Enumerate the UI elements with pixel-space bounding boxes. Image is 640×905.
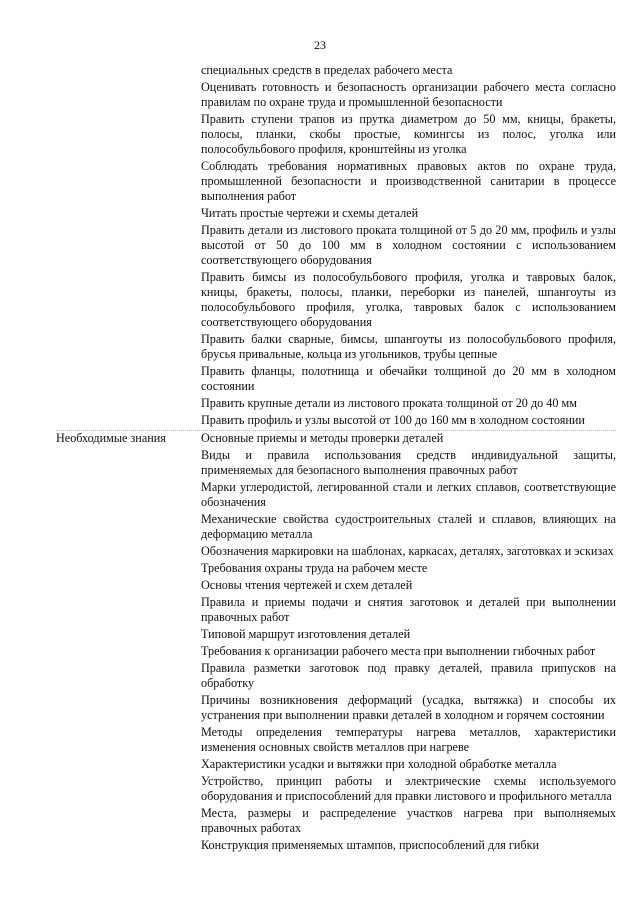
list-item: Правила и приемы подачи и снятия заготовок и деталей при выполнении правочных работ xyxy=(201,595,616,624)
list-item: Марки углеродистой, легированной стали и легких сплавов, соответствующие обозначения xyxy=(201,480,616,509)
list-item: Править балки сварные, бимсы, шпангоуты из полособульбового профиля, брусья привальные, кольца из угольников, трубы цепные xyxy=(201,332,616,361)
list-item: Устройство, принцип работы и электрические схемы используемого оборудования и приспособлений для правки листового и профильного металла xyxy=(201,774,616,803)
list-item: Править ступени трапов из прутка диаметром до 50 мм, кницы, бракеты, полосы, планки, скобы простые, комингсы из полос, уголка или полособульбового профиля, кронштейны из уголка xyxy=(201,112,616,156)
list-item: Соблюдать требования нормативных правовых актов по охране труда, промышленной безопасности и производственной санитарии в процессе выполнения работ xyxy=(201,159,616,203)
list-item: Методы определения температуры нагрева металлов, характеристики изменения основных свойств металлов при нагреве xyxy=(201,725,616,754)
list-item: Основы чтения чертежей и схем деталей xyxy=(201,578,413,592)
list-item: Требования к организации рабочего места при выполнении гибочных работ xyxy=(201,644,596,658)
section-items xyxy=(201,63,616,430)
list-item: Править бимсы из полособульбового профиля, уголка и тавровых балок, кницы, бракеты, полосы, планки, переборки из панелей, шпангоуты из полособульбового профиля, уголка, тавровых балок с использованием соответствующего оборудования xyxy=(201,270,616,329)
list-item: Причины возникновения деформаций (усадка, вытяжка) и способы их устранения при выполнении правки деталей в холодном и горячем состоянии xyxy=(201,693,616,722)
table-section-row xyxy=(56,63,616,431)
list-item: Правила разметки заготовок под правку деталей, правила припусков на обработку xyxy=(201,661,616,690)
page-number: 23 xyxy=(314,38,326,52)
list-item: Механические свойства судостроительных сталей и сплавов, влияющих на деформацию металла xyxy=(201,512,616,541)
list-item: Оценивать готовность и безопасность организации рабочего места согласно правилам по охране труда и промышленной безопасности xyxy=(201,80,616,109)
section-label xyxy=(56,63,201,430)
table-section-row xyxy=(56,431,616,855)
section-items xyxy=(201,431,616,855)
list-item: Конструкция применяемых штампов, приспособлений для гибки xyxy=(201,838,540,852)
list-item: Править детали из листового проката толщиной от 5 до 20 мм, профиль и узлы высотой от 50 до 100 мм в холодном состоянии с использованием соответствующего оборудования xyxy=(201,223,616,267)
list-item: Править профиль и узлы высотой от 100 до 160 мм в холодном состоянии xyxy=(201,413,585,427)
list-item: Требования охраны труда на рабочем месте xyxy=(201,561,428,575)
list-item: Читать простые чертежи и схемы деталей xyxy=(201,206,419,220)
list-item: Править крупные детали из листового проката толщиной от 20 до 40 мм xyxy=(201,396,577,410)
list-item: Типовой маршрут изготовления деталей xyxy=(201,627,411,641)
list-item: Виды и правила использования средств индивидуальной защиты, применяемых для безопасного выполнения правочных работ xyxy=(201,448,616,477)
requirements-table xyxy=(56,63,616,855)
list-item: Обозначения маркировки на шаблонах, каркасах, деталях, заготовках и эскизах xyxy=(201,544,614,558)
section-label: Необходимые знания xyxy=(56,431,166,445)
list-item: Править фланцы, полотнища и обечайки толщиной до 20 мм в холодном состоянии xyxy=(201,364,616,393)
list-item: Характеристики усадки и вытяжки при холодной обработке металла xyxy=(201,757,557,771)
list-item: специальных средств в пределах рабочего места xyxy=(201,63,453,77)
list-item: Основные приемы и методы проверки деталей xyxy=(201,431,444,445)
list-item: Места, размеры и распределение участков нагрева при выполняемых правочных работах xyxy=(201,806,616,835)
